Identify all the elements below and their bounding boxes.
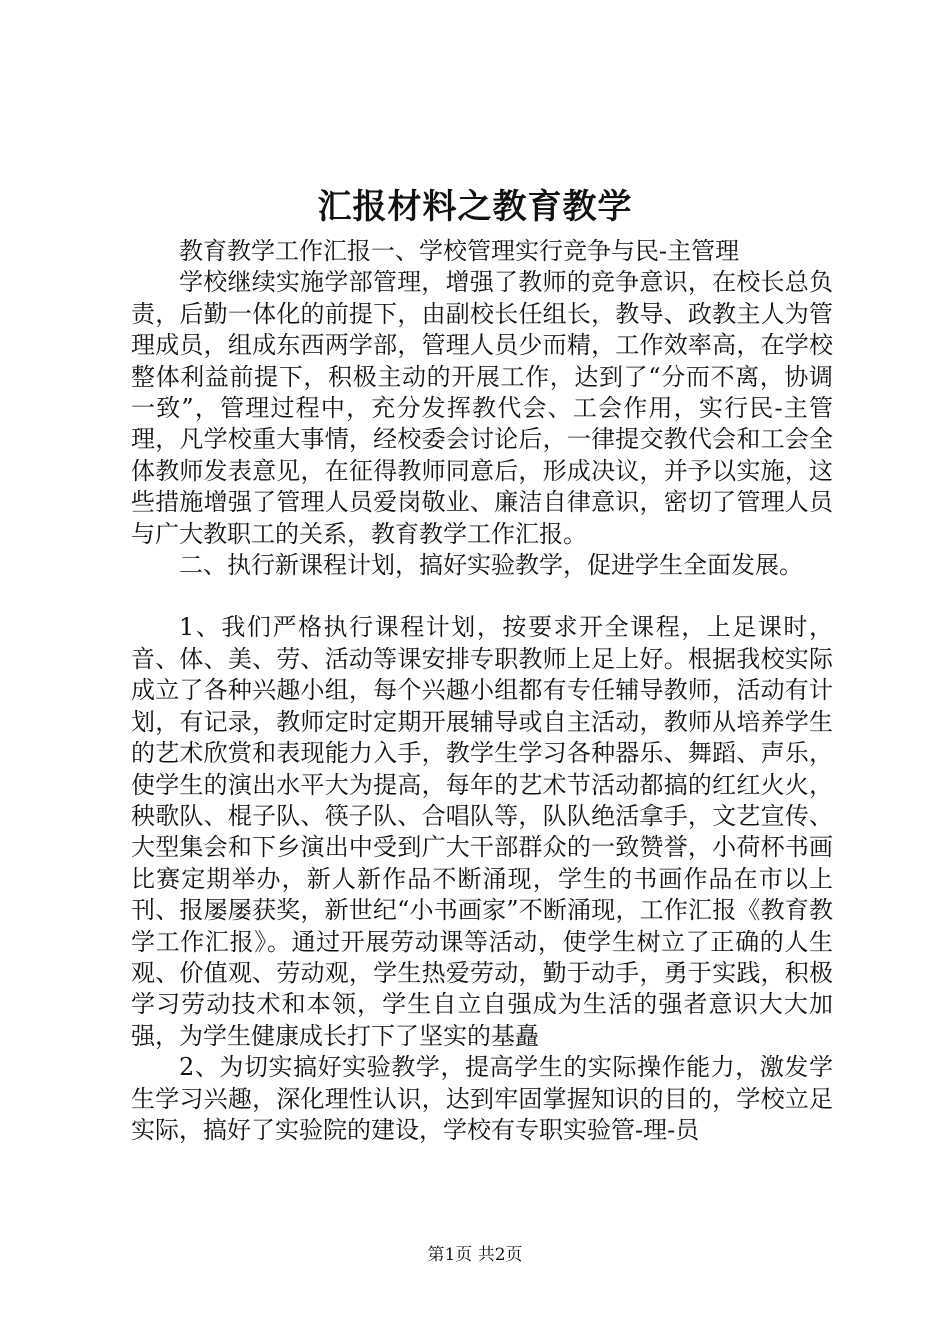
paragraph-management: 学校继续实施学部管理，增强了教师的竞争意识，在校长总负责，后勤一体化的前提下，由副校长任组长，教导、政教主人为管理成员，组成东西两学部，管理人员少而精，工作效率高，在学校整体利益前提下，积极主动的开展工作，达到了“分而不离，协调一致”，管理过程中，充分发挥教代会、工会作用，实行民-主管理，凡学校重大事情，经校委会讨论后，一律提交教代会和工会全体教师发表意见，在征得教师同意后，形成决议，并予以实施，这些措施增强了管理人员爱岗敬业、廉洁自律意识，密切了管理人员与广大教职工的关系，教育教学工作汇报。 [131,268,833,548]
paragraph-item-2: 2、为切实搞好实验教学，提高学生的实际操作能力，激发学生学习兴趣，深化理性认识，达到牢固掌握知识的目的，学校立足实际，搞好了实验院的建设，学校有专职实验管-理-员 [131,1053,833,1144]
paragraph-heading-1: 教育教学工作汇报一、学校管理实行竞争与民-主管理 [179,237,740,265]
document-body [131,236,833,1146]
paragraph-heading-2: 二、执行新课程计划，搞好实验教学，促进学生全面发展。 [179,551,803,580]
page-footer: 第1页 共2页 [427,1245,523,1265]
paragraph-item-1: 1、我们严格执行课程计划，按要求开全课程，上足课时，音、体、美、劳、活动等课安排专职教师上足上好。根据我校实际成立了各种兴趣小组，每个兴趣小组都有专任辅导教师，活动有计划，有记录，教师定时定期开展辅导或自主活动，教师从培养学生的艺术欣赏和表现能力入手，教学生学习各种器乐、舞蹈、声乐，使学生的演出水平大为提高，每年的艺术节活动都搞的红红火火，秧歌队、棍子队、筷子队、合唱队等，队队绝活拿手，文艺宣传、大型集会和下乡演出中受到广大干部群众的一致赞誉，小荷杯书画比赛定期举办，新人新作品不断涌现，学生的书画作品在市以上刊、报屡屡获奖，新世纪“小书画家”不断涌现，工作汇报《教育教学工作汇报》。通过开展劳动课等活动，使学生树立了正确的人生观、价值观、劳动观，学生热爱劳动，勤于动手，勇于实践，积极学习劳动技术和本领，学生自立自强成为生活的强者意识大大加强，为学生健康成长打下了坚实的基矗 [131,613,833,1050]
document-title: 汇报材料之教育教学 [317,187,633,227]
